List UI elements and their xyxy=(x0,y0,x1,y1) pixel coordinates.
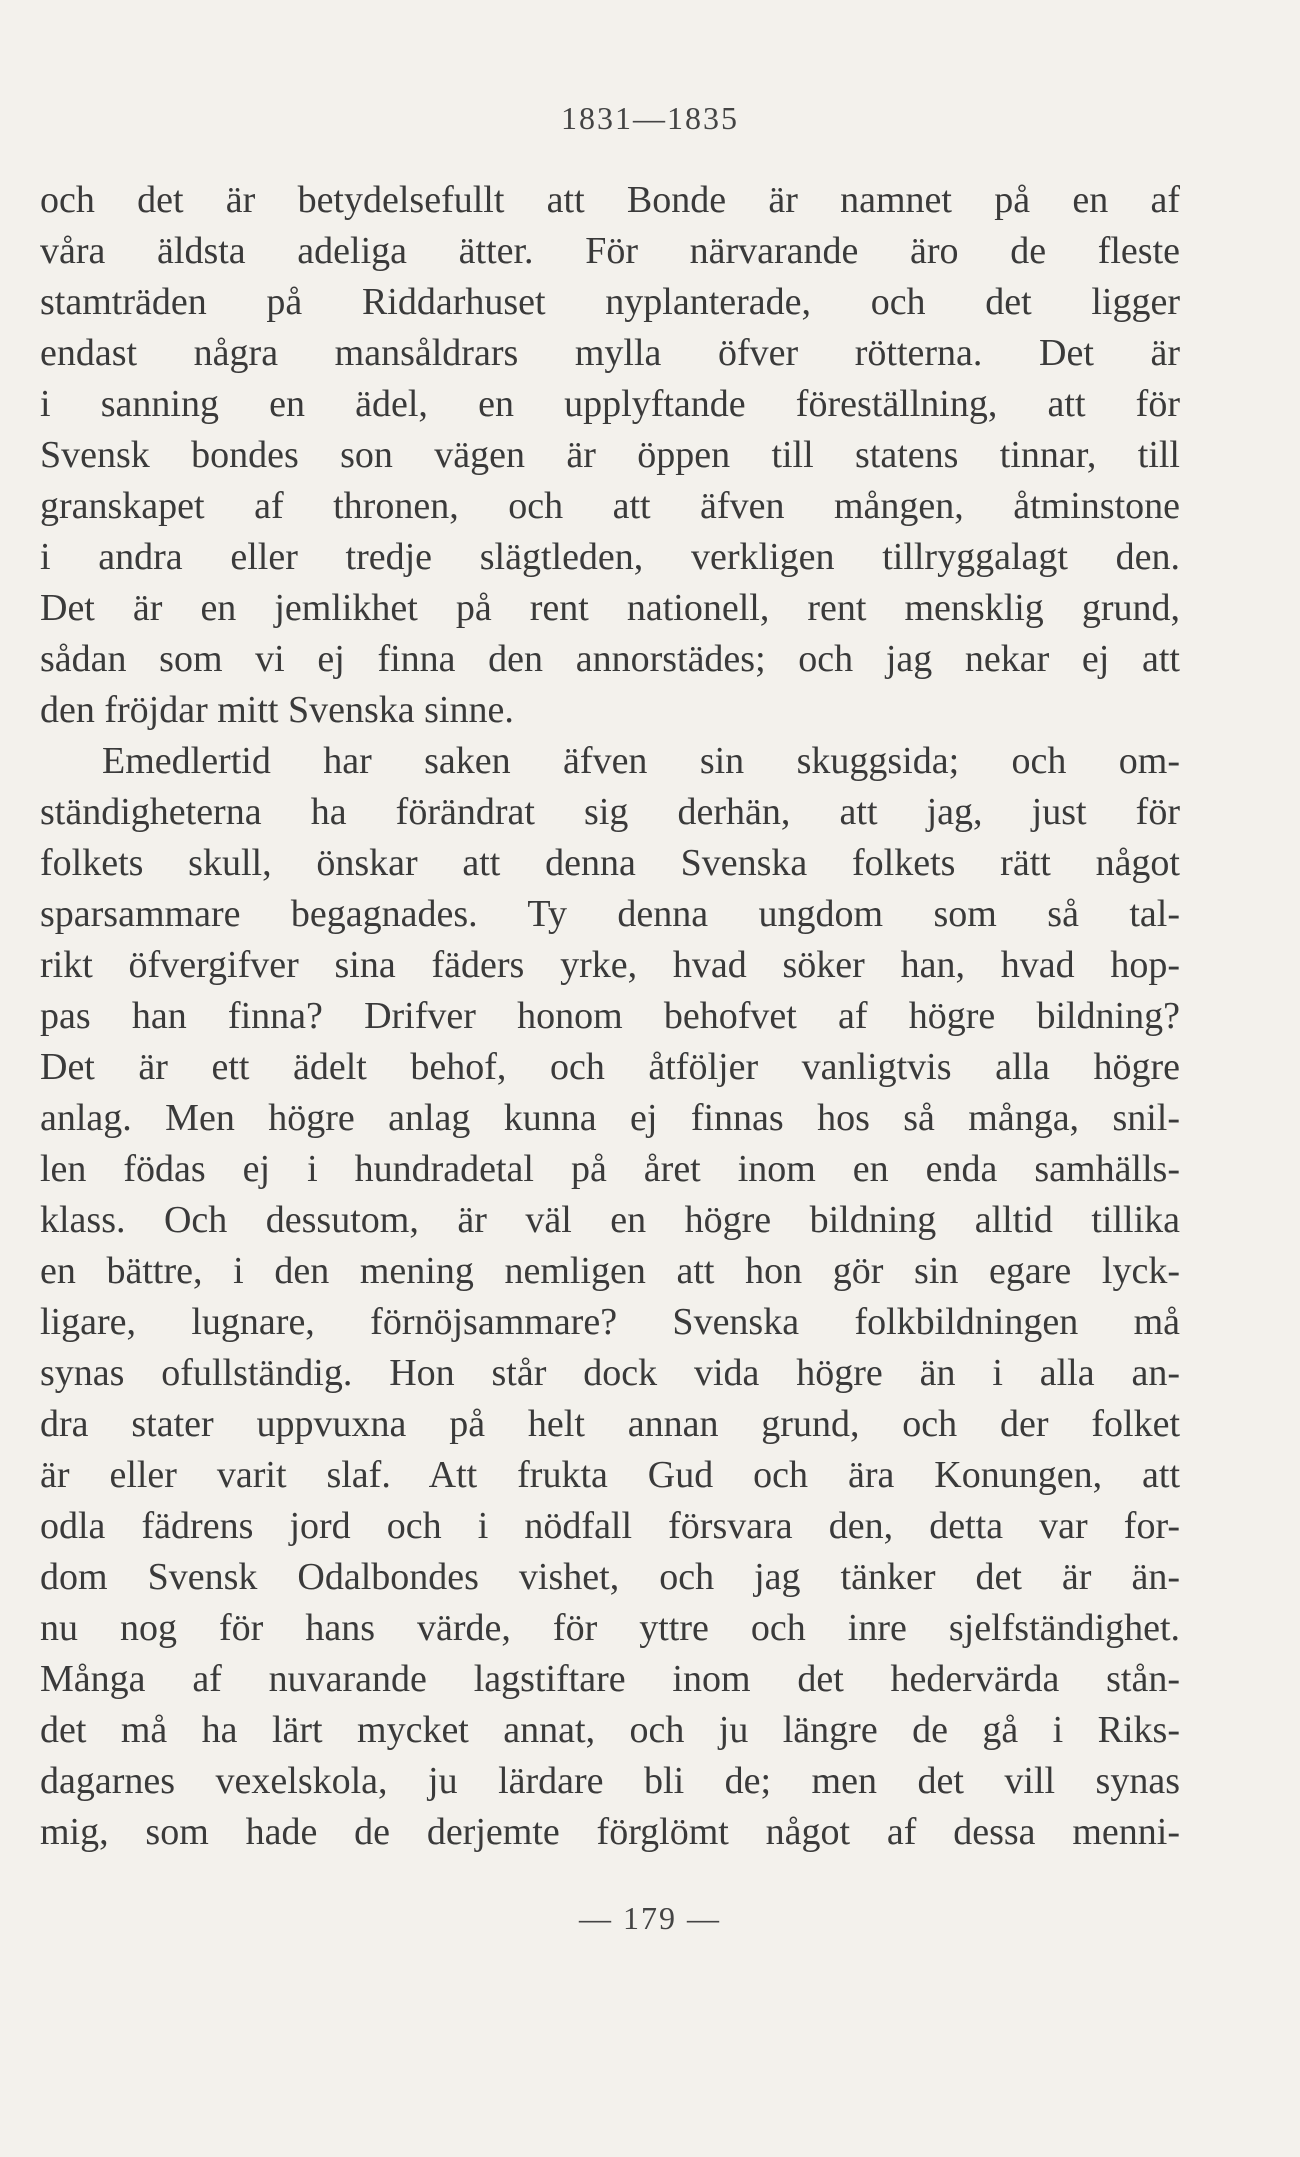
text-line: är eller varit slaf. Att frukta Gud och ära Konungen, att xyxy=(40,1454,1180,1496)
text-line: och det är betydelsefullt att Bonde är namnet på en af xyxy=(40,179,1180,221)
body-text xyxy=(40,175,1180,1858)
text-line: i sanning en ädel, en upplyftande föreställning, att för xyxy=(40,383,1180,425)
text-line: rikt öfvergifver sina fäders yrke, hvad söker han, hvad hop- xyxy=(40,944,1180,986)
text-line: dom Svensk Odalbondes vishet, och jag tänker det är än- xyxy=(40,1556,1180,1598)
text-line: våra äldsta adeliga ätter. För närvarande äro de fleste xyxy=(40,230,1180,272)
text-line: det må ha lärt mycket annat, och ju längre de gå i Riks- xyxy=(40,1709,1180,1751)
text-line: folkets skull, önskar att denna Svenska folkets rätt något xyxy=(40,842,1180,884)
text-line: endast några mansåldrars mylla öfver rötterna. Det är xyxy=(40,332,1180,374)
text-line: dra stater uppvuxna på helt annan grund, och der folket xyxy=(40,1403,1180,1445)
text-line: len födas ej i hundradetal på året inom en enda samhälls- xyxy=(40,1148,1180,1190)
text-line: ligare, lugnare, förnöjsammare? Svenska folkbildningen må xyxy=(40,1301,1180,1343)
text-line: granskapet af thronen, och att äfven mången, åtminstone xyxy=(40,485,1180,527)
text-line: Emedlertid har saken äfven sin skuggsida; och om- xyxy=(102,740,1180,782)
text-line: i andra eller tredje slägtleden, verkligen tillryggalagt den. xyxy=(40,536,1180,578)
text-line: dagarnes vexelskola, ju lärdare bli de; men det vill synas xyxy=(40,1760,1180,1802)
text-line: ständigheterna ha förändrat sig derhän, att jag, just för xyxy=(40,791,1180,833)
text-line: anlag. Men högre anlag kunna ej finnas hos så många, snil- xyxy=(40,1097,1180,1139)
text-line: klass. Och dessutom, är väl en högre bildning alltid tillika xyxy=(40,1199,1180,1241)
running-header: 1831—1835 xyxy=(561,100,739,136)
text-line: Många af nuvarande lagstiftare inom det hedervärda stån- xyxy=(40,1658,1180,1700)
text-line: synas ofullständig. Hon står dock vida högre än i alla an- xyxy=(40,1352,1180,1394)
text-line: sådan som vi ej finna den annorstädes; och jag nekar ej att xyxy=(40,638,1180,680)
text-line: stamträden på Riddarhuset nyplanterade, och det ligger xyxy=(40,281,1180,323)
text-line: Det är en jemlikhet på rent nationell, rent mensklig grund, xyxy=(40,587,1180,629)
text-line: den fröjdar mitt Svenska sinne. xyxy=(40,689,514,731)
text-line: en bättre, i den mening nemligen att hon gör sin egare lyck- xyxy=(40,1250,1180,1292)
text-line: Det är ett ädelt behof, och åtföljer vanligtvis alla högre xyxy=(40,1046,1180,1088)
text-line: sparsammare begagnades. Ty denna ungdom som så tal- xyxy=(40,893,1180,935)
text-line: odla fädrens jord och i nödfall försvara den, detta var for- xyxy=(40,1505,1180,1547)
page-number: — 179 — xyxy=(579,1900,721,1936)
text-line: pas han finna? Drifver honom behofvet af högre bildning? xyxy=(40,995,1180,1037)
text-line: mig, som hade de derjemte förglömt något af dessa menni- xyxy=(40,1811,1180,1853)
text-line: Svensk bondes son vägen är öppen till statens tinnar, till xyxy=(40,434,1180,476)
text-line: nu nog för hans värde, för yttre och inre sjelfständighet. xyxy=(40,1607,1180,1649)
